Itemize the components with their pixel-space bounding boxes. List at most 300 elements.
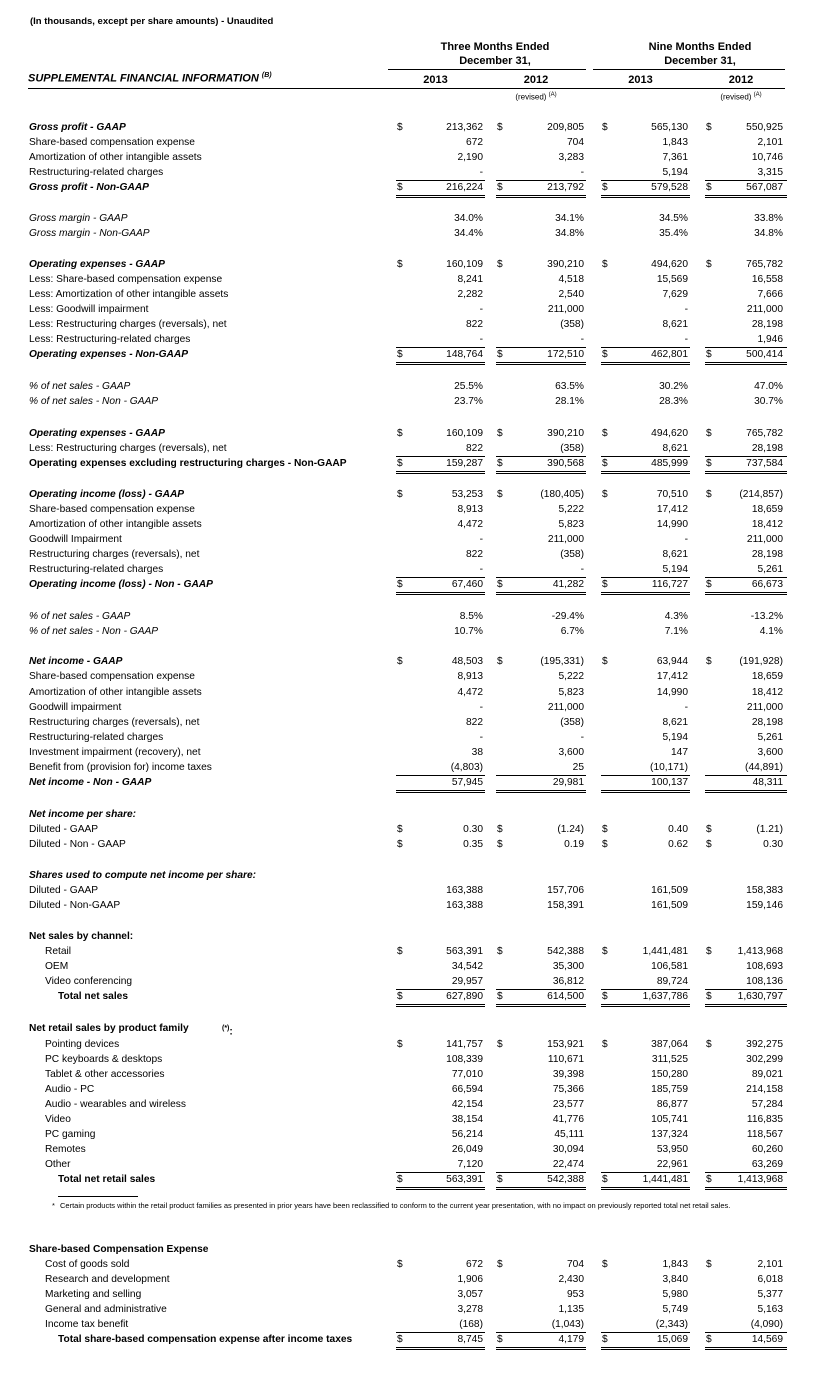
total-double-rule xyxy=(601,473,690,474)
value-cell: 1,630,797 xyxy=(737,991,783,1002)
value-cell: 822 xyxy=(466,717,483,728)
table-row xyxy=(0,380,817,395)
dollar-sign: $ xyxy=(497,579,503,590)
value-cell: 28,198 xyxy=(751,549,783,560)
table-row xyxy=(0,258,817,273)
value-cell: 494,620 xyxy=(651,259,688,270)
value-cell: 214,158 xyxy=(746,1084,783,1095)
dollar-sign: $ xyxy=(706,428,712,439)
total-rule xyxy=(601,592,690,593)
table-row xyxy=(0,776,817,791)
table-row xyxy=(0,488,817,503)
value-cell: 672 xyxy=(466,1259,483,1270)
table-row xyxy=(0,808,817,823)
value-cell: 2,430 xyxy=(558,1274,584,1285)
table-row xyxy=(0,518,817,533)
dollar-sign: $ xyxy=(706,458,712,469)
value-cell: 116,835 xyxy=(746,1114,783,1125)
table-row xyxy=(0,166,817,181)
row-label: Total net sales xyxy=(58,991,129,1002)
value-cell: 213,792 xyxy=(547,182,584,193)
value-cell: 10,746 xyxy=(751,152,783,163)
dollar-sign: $ xyxy=(706,122,712,133)
value-cell: 34.1% xyxy=(555,213,584,224)
table-row xyxy=(0,288,817,303)
dollar-sign: $ xyxy=(397,1334,403,1345)
value-cell: 34.4% xyxy=(454,228,483,239)
total-double-rule xyxy=(705,364,787,365)
year-col-4: 2012 xyxy=(728,74,754,86)
dollar-sign: $ xyxy=(497,824,503,835)
table-row xyxy=(0,746,817,761)
value-cell: 14,990 xyxy=(656,687,688,698)
value-cell: 4.1% xyxy=(759,626,783,637)
value-cell: (195,331) xyxy=(540,656,584,667)
row-label: Less: Restructuring-related charges xyxy=(29,334,191,345)
value-cell: - xyxy=(580,334,584,345)
row-label: Income tax benefit xyxy=(45,1319,129,1330)
value-cell: 28,198 xyxy=(751,319,783,330)
table-row xyxy=(0,1143,817,1158)
value-cell: 35.4% xyxy=(659,228,688,239)
value-cell: 23,577 xyxy=(552,1099,584,1110)
value-cell: - xyxy=(479,732,483,743)
value-cell: 765,782 xyxy=(746,428,783,439)
table-row xyxy=(0,333,817,348)
value-cell: 4,518 xyxy=(558,274,584,285)
revised-label-2: (revised) $^{(A)}$ xyxy=(720,92,762,102)
table-row xyxy=(0,701,817,716)
total-double-rule xyxy=(496,594,586,595)
table-row xyxy=(0,1318,817,1333)
dollar-sign: $ xyxy=(602,1039,608,1050)
total-rule xyxy=(396,471,485,472)
row-label: Less: Share-based compensation expense xyxy=(29,274,223,285)
row-label: Pointing devices xyxy=(45,1039,120,1050)
dollar-sign: $ xyxy=(602,259,608,270)
table-row xyxy=(0,1098,817,1113)
value-cell: 0.62 xyxy=(668,839,688,850)
value-cell: (191,928) xyxy=(739,656,783,667)
dollar-sign: $ xyxy=(497,349,503,360)
row-label: Diluted - GAAP xyxy=(29,824,99,835)
value-cell: 387,064 xyxy=(651,1039,688,1050)
total-double-rule xyxy=(396,1189,485,1190)
value-cell: 8.5% xyxy=(459,611,483,622)
total-rule xyxy=(396,1187,485,1188)
total-rule xyxy=(396,362,485,363)
value-cell: 3,600 xyxy=(558,747,584,758)
dollar-sign: $ xyxy=(706,656,712,667)
value-cell: - xyxy=(684,304,688,315)
value-cell: 211,000 xyxy=(547,534,584,545)
value-cell: 15,569 xyxy=(656,274,688,285)
total-double-rule xyxy=(601,364,690,365)
three-months-period-end: December 31, xyxy=(459,55,531,67)
table-row xyxy=(0,348,817,363)
value-cell: 108,693 xyxy=(746,961,783,972)
table-row xyxy=(0,181,817,196)
value-cell: 172,510 xyxy=(547,349,584,360)
value-cell: 485,999 xyxy=(651,458,688,469)
value-cell: 6,018 xyxy=(757,1274,783,1285)
row-label: Audio - wearables and wireless xyxy=(45,1099,186,1110)
value-cell: 16,558 xyxy=(751,274,783,285)
dollar-sign: $ xyxy=(397,991,403,1002)
value-cell: 822 xyxy=(466,319,483,330)
value-cell: 216,224 xyxy=(446,182,483,193)
value-cell: 18,412 xyxy=(751,687,783,698)
row-label: Gross profit - Non-GAAP xyxy=(29,182,149,193)
table-row xyxy=(0,610,817,625)
value-cell: 28,198 xyxy=(751,443,783,454)
value-cell: 8,745 xyxy=(457,1334,483,1345)
dollar-sign: $ xyxy=(397,946,403,957)
row-label: Diluted - Non-GAAP xyxy=(29,900,121,911)
table-row xyxy=(0,457,817,472)
value-cell: 30.7% xyxy=(754,396,783,407)
value-cell: 822 xyxy=(466,549,483,560)
value-cell: 110,671 xyxy=(547,1054,584,1065)
value-cell: 7.1% xyxy=(664,626,688,637)
value-cell: 15,069 xyxy=(656,1334,688,1345)
total-double-rule xyxy=(496,1189,586,1190)
value-cell: 1,441,481 xyxy=(642,1174,688,1185)
table-row xyxy=(0,1113,817,1128)
total-double-rule xyxy=(601,1006,690,1007)
units-note: (In thousands, except per share amounts) - Unaudited xyxy=(30,16,274,27)
value-cell: 118,567 xyxy=(746,1129,783,1140)
dollar-sign: $ xyxy=(602,1174,608,1185)
row-label: Operating expenses excluding restructuring charges - Non-GAAP xyxy=(29,458,347,469)
dollar-sign: $ xyxy=(602,656,608,667)
dollar-sign: $ xyxy=(497,946,503,957)
total-rule xyxy=(396,790,485,791)
table-row xyxy=(0,548,817,563)
footnote-star: * xyxy=(52,1201,55,1210)
total-rule xyxy=(601,362,690,363)
value-cell: 116,727 xyxy=(651,579,688,590)
value-cell: 159,146 xyxy=(746,900,783,911)
value-cell: 25.5% xyxy=(454,381,483,392)
total-rule xyxy=(601,1004,690,1005)
total-rule xyxy=(496,1187,586,1188)
row-label: Operating income (loss) - Non - GAAP xyxy=(29,579,213,590)
value-cell: 567,087 xyxy=(746,182,783,193)
value-cell: 36,812 xyxy=(552,976,584,987)
dollar-sign: $ xyxy=(397,839,403,850)
value-cell: - xyxy=(479,534,483,545)
value-cell: 5,261 xyxy=(757,564,783,575)
value-cell: 390,210 xyxy=(547,428,584,439)
total-rule xyxy=(496,195,586,196)
table-row xyxy=(0,945,817,960)
value-cell: 5,823 xyxy=(558,519,584,530)
total-double-rule xyxy=(601,197,690,198)
total-double-rule xyxy=(396,1006,485,1007)
value-cell: 34.5% xyxy=(659,213,688,224)
dollar-sign: $ xyxy=(706,259,712,270)
value-cell: 105,741 xyxy=(651,1114,688,1125)
value-cell: 17,412 xyxy=(656,671,688,682)
value-cell: 158,383 xyxy=(746,885,783,896)
total-double-rule xyxy=(396,792,485,793)
value-cell: 108,136 xyxy=(746,976,783,987)
table-row xyxy=(0,303,817,318)
value-cell: 57,284 xyxy=(751,1099,783,1110)
dollar-sign: $ xyxy=(397,182,403,193)
value-cell: - xyxy=(684,534,688,545)
value-cell: 160,109 xyxy=(446,428,483,439)
table-row xyxy=(0,670,817,685)
table-row xyxy=(0,1083,817,1098)
value-cell: 500,414 xyxy=(746,349,783,360)
value-cell: 390,568 xyxy=(547,458,584,469)
total-double-rule xyxy=(705,594,787,595)
total-double-rule xyxy=(705,197,787,198)
value-cell: 158,391 xyxy=(547,900,584,911)
dollar-sign: $ xyxy=(706,1259,712,1270)
value-cell: 34.8% xyxy=(754,228,783,239)
value-cell: 5,377 xyxy=(757,1289,783,1300)
total-double-rule xyxy=(496,1349,586,1350)
value-cell: 17,412 xyxy=(656,504,688,515)
value-cell: 392,275 xyxy=(746,1039,783,1050)
value-cell: 39,398 xyxy=(552,1069,584,1080)
dollar-sign: $ xyxy=(602,824,608,835)
value-cell: 161,509 xyxy=(651,885,688,896)
dollar-sign: $ xyxy=(602,122,608,133)
row-label: General and administrative xyxy=(45,1304,167,1315)
dollar-sign: $ xyxy=(706,1174,712,1185)
value-cell: 89,021 xyxy=(751,1069,783,1080)
value-cell: (358) xyxy=(560,717,584,728)
row-label: Operating expenses - GAAP xyxy=(29,259,165,270)
total-double-rule xyxy=(396,473,485,474)
dollar-sign: $ xyxy=(397,824,403,835)
value-cell: 565,130 xyxy=(651,122,688,133)
value-cell: 63.5% xyxy=(555,381,584,392)
value-cell: 47.0% xyxy=(754,381,783,392)
row-label: Audio - PC xyxy=(45,1084,95,1095)
row-label: Goodwill Impairment xyxy=(29,534,122,545)
value-cell: 53,253 xyxy=(451,489,483,500)
dollar-sign: $ xyxy=(497,259,503,270)
value-cell: 390,210 xyxy=(547,259,584,270)
dollar-sign: $ xyxy=(397,656,403,667)
total-rule xyxy=(601,790,690,791)
value-cell: (1.24) xyxy=(557,824,584,835)
dollar-sign: $ xyxy=(497,458,503,469)
value-cell: 4,179 xyxy=(558,1334,584,1345)
total-double-rule xyxy=(496,1006,586,1007)
total-double-rule xyxy=(496,792,586,793)
total-rule xyxy=(705,1187,787,1188)
total-double-rule xyxy=(601,792,690,793)
value-cell: 89,724 xyxy=(656,976,688,987)
row-label: Operating income (loss) - GAAP xyxy=(29,489,185,500)
table-row xyxy=(0,136,817,151)
value-cell: (4,803) xyxy=(450,762,483,773)
total-rule xyxy=(601,1187,690,1188)
value-cell: 1,843 xyxy=(662,1259,688,1270)
table-row xyxy=(0,731,817,746)
total-double-rule xyxy=(705,792,787,793)
value-cell: -29.4% xyxy=(551,611,584,622)
value-cell: 1,843 xyxy=(662,137,688,148)
table-row xyxy=(0,227,817,242)
value-cell: 5,980 xyxy=(662,1289,688,1300)
table-row xyxy=(0,1243,817,1258)
year-col-2: 2012 xyxy=(523,74,549,86)
row-label: Tablet & other accessories xyxy=(45,1069,165,1080)
value-cell: 5,749 xyxy=(662,1304,688,1315)
value-cell: 48,311 xyxy=(752,777,783,788)
value-cell: 5,194 xyxy=(662,564,688,575)
table-row xyxy=(0,686,817,701)
table-row xyxy=(0,395,817,410)
dollar-sign: $ xyxy=(706,182,712,193)
value-cell: 563,391 xyxy=(446,1174,483,1185)
value-cell: 26,049 xyxy=(451,1144,483,1155)
value-cell: 63,944 xyxy=(656,656,688,667)
value-cell: 106,581 xyxy=(651,961,688,972)
value-cell: (4,090) xyxy=(750,1319,783,1330)
row-label: Share-based compensation expense xyxy=(29,137,195,148)
dollar-sign: $ xyxy=(397,122,403,133)
table-row xyxy=(0,1303,817,1318)
dollar-sign: $ xyxy=(397,428,403,439)
value-cell: 1,413,968 xyxy=(737,1174,783,1185)
value-cell: 1,946 xyxy=(757,334,783,345)
header-rule xyxy=(28,88,785,89)
value-cell: 108,339 xyxy=(446,1054,483,1065)
dollar-sign: $ xyxy=(497,839,503,850)
value-cell: (2,343) xyxy=(655,1319,688,1330)
value-cell: 4.3% xyxy=(664,611,688,622)
three-months-underline xyxy=(388,69,586,70)
value-cell: 3,600 xyxy=(757,747,783,758)
table-row xyxy=(0,1158,817,1173)
value-cell: 542,388 xyxy=(547,1174,584,1185)
value-cell: - xyxy=(479,167,483,178)
value-cell: 8,621 xyxy=(662,443,688,454)
dollar-sign: $ xyxy=(706,579,712,590)
value-cell: 48,503 xyxy=(451,656,483,667)
row-label: Restructuring charges (reversals), net xyxy=(29,549,200,560)
value-cell: (10,171) xyxy=(650,762,688,773)
row-label: Retail xyxy=(45,946,72,957)
value-cell: 211,000 xyxy=(547,702,584,713)
value-cell: 7,361 xyxy=(662,152,688,163)
row-label: Research and development xyxy=(45,1274,170,1285)
value-cell: - xyxy=(684,702,688,713)
value-cell: - xyxy=(479,702,483,713)
dollar-sign: $ xyxy=(397,259,403,270)
total-double-rule xyxy=(601,1189,690,1190)
value-cell: 1,413,968 xyxy=(737,946,783,957)
value-cell: 0.30 xyxy=(763,839,783,850)
table-row xyxy=(0,1288,817,1303)
value-cell: 704 xyxy=(567,1259,584,1270)
total-rule xyxy=(396,1347,485,1348)
row-label: Goodwill impairment xyxy=(29,702,122,713)
value-cell: 150,280 xyxy=(651,1069,688,1080)
total-rule xyxy=(705,592,787,593)
value-cell: 1,441,481 xyxy=(642,946,688,957)
total-double-rule xyxy=(496,197,586,198)
value-cell: 18,412 xyxy=(751,519,783,530)
table-row xyxy=(0,899,817,914)
value-cell: 3,840 xyxy=(662,1274,688,1285)
value-cell: 302,299 xyxy=(746,1054,783,1065)
value-cell: 542,388 xyxy=(547,946,584,957)
value-cell: 42,154 xyxy=(451,1099,483,1110)
table-row xyxy=(0,1038,817,1053)
value-cell: 147 xyxy=(671,747,688,758)
value-cell: 14,569 xyxy=(751,1334,783,1345)
table-row xyxy=(0,716,817,731)
total-rule xyxy=(496,1004,586,1005)
dollar-sign: $ xyxy=(706,489,712,500)
value-cell: 77,010 xyxy=(451,1069,483,1080)
dollar-sign: $ xyxy=(706,991,712,1002)
value-cell: 1,906 xyxy=(457,1274,483,1285)
value-cell: 8,621 xyxy=(662,549,688,560)
table-row xyxy=(0,960,817,975)
product-family-marker: (*) xyxy=(222,1025,230,1032)
total-rule xyxy=(705,1004,787,1005)
value-cell: - xyxy=(580,167,584,178)
row-label: % of net sales - GAAP xyxy=(29,381,131,392)
dollar-sign: $ xyxy=(397,349,403,360)
value-cell: 29,981 xyxy=(552,777,584,788)
value-cell: 7,666 xyxy=(757,289,783,300)
value-cell: 163,388 xyxy=(446,900,483,911)
row-label: Total net retail sales xyxy=(58,1174,156,1185)
revised-label-1: (revised) $^{(A)}$ xyxy=(515,92,557,102)
value-cell: 30.2% xyxy=(659,381,688,392)
table-row xyxy=(0,563,817,578)
value-cell: 38 xyxy=(471,747,483,758)
row-label: Share-based Compensation Expense xyxy=(29,1244,209,1255)
table-row xyxy=(0,212,817,227)
row-label: Video conferencing xyxy=(45,976,133,987)
value-cell: 5,222 xyxy=(558,671,584,682)
value-cell: 462,801 xyxy=(651,349,688,360)
total-rule xyxy=(496,1347,586,1348)
value-cell: 56,214 xyxy=(451,1129,483,1140)
value-cell: 8,913 xyxy=(457,504,483,515)
value-cell: 153,921 xyxy=(547,1039,584,1050)
value-cell: 86,877 xyxy=(656,1099,688,1110)
value-cell: - xyxy=(479,334,483,345)
value-cell: 45,111 xyxy=(554,1129,584,1140)
value-cell: - xyxy=(580,732,584,743)
value-cell: 213,362 xyxy=(446,122,483,133)
dollar-sign: $ xyxy=(602,839,608,850)
footnote-rule xyxy=(58,1196,138,1197)
value-cell: 29,957 xyxy=(451,976,483,987)
value-cell: - xyxy=(684,334,688,345)
value-cell: 75,366 xyxy=(552,1084,584,1095)
value-cell: 953 xyxy=(567,1289,584,1300)
value-cell: 5,163 xyxy=(757,1304,783,1315)
row-label: Amortization of other intangible assets xyxy=(29,152,202,163)
table-row xyxy=(0,930,817,945)
value-cell: 161,509 xyxy=(651,900,688,911)
total-double-rule xyxy=(396,197,485,198)
